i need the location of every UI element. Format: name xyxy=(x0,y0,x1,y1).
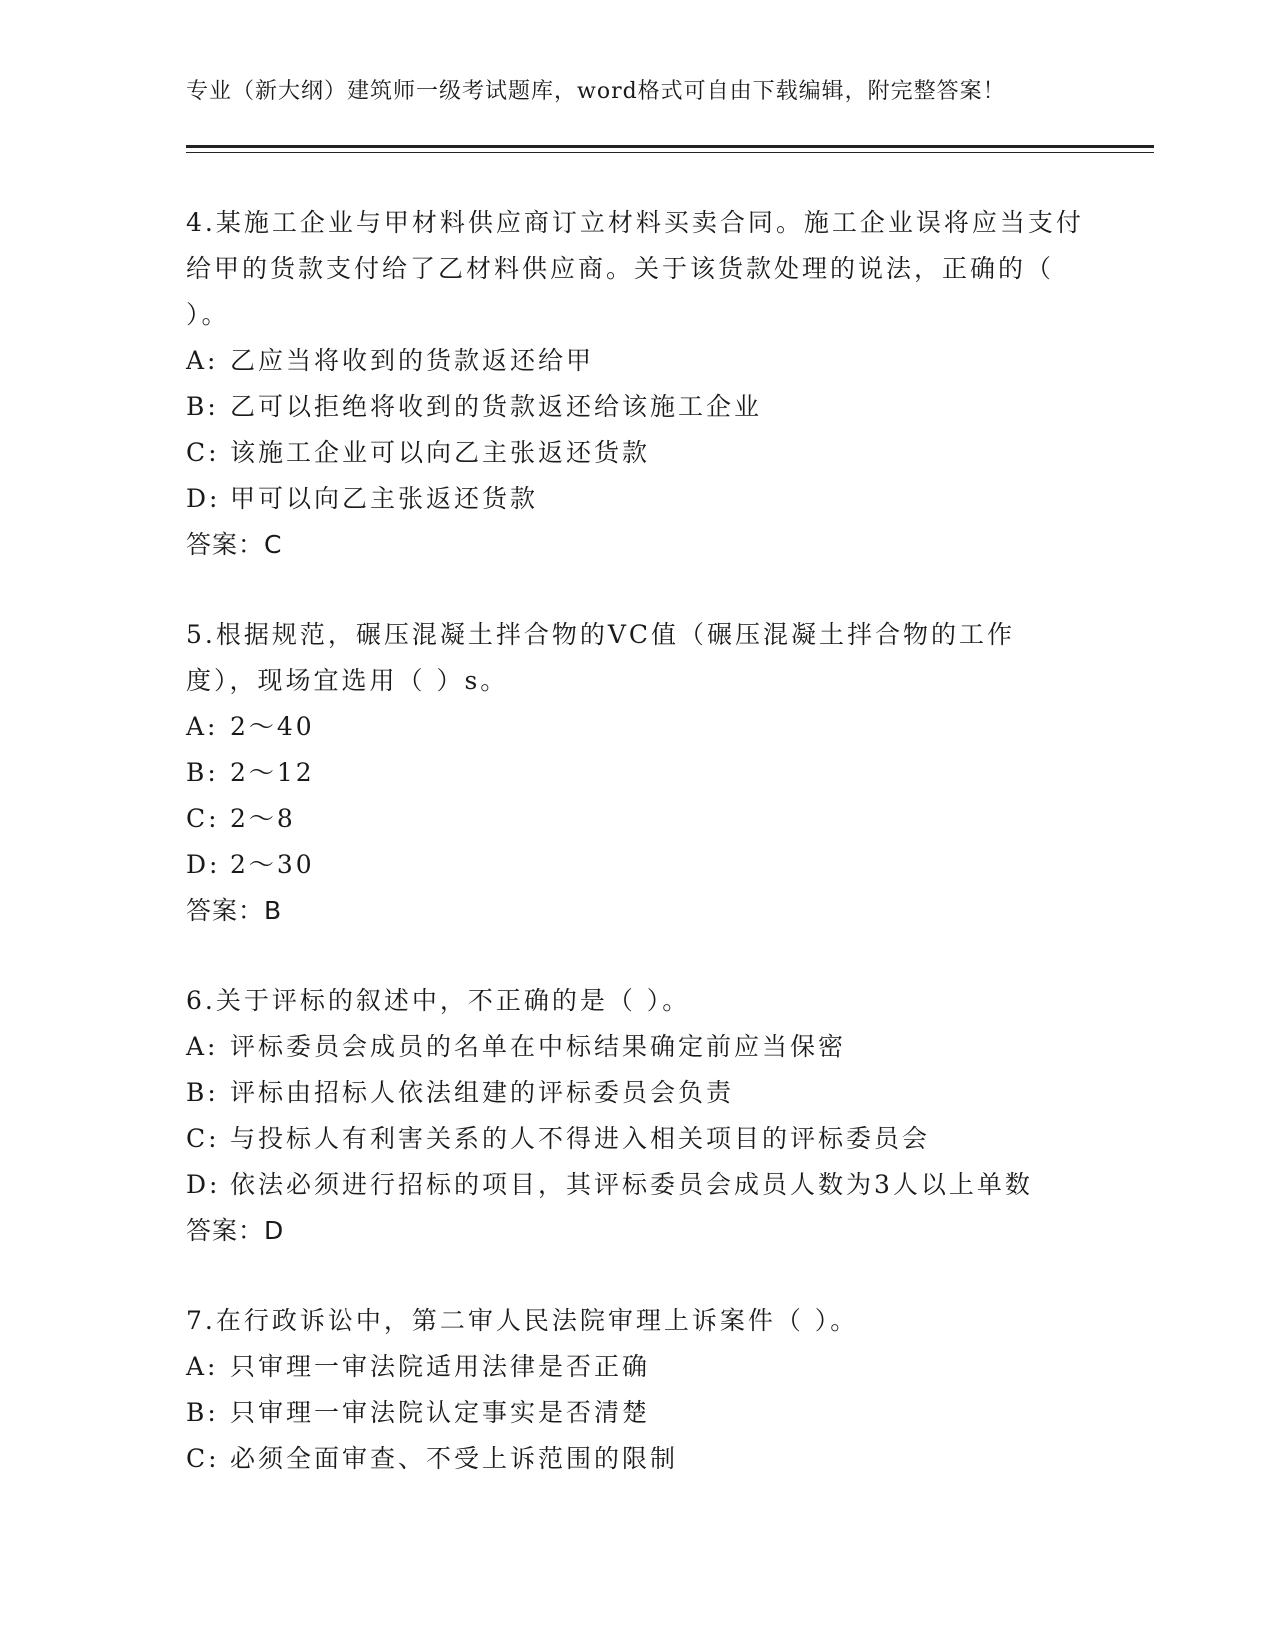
option-text: 必须全面审查、不受上诉范围的限制 xyxy=(230,1444,679,1473)
option-text: 与投标人有利害关系的人不得进入相关项目的评标委员会 xyxy=(230,1124,931,1153)
option-key: D: xyxy=(186,484,221,513)
option-key: A: xyxy=(186,1032,219,1061)
option-text: 只审理一审法院适用法律是否正确 xyxy=(230,1352,651,1381)
page-header: 专业（新大纲）建筑师一级考试题库，word格式可自由下载编辑，附完整答案！ xyxy=(186,79,1006,104)
option-text: 乙应当将收到的货款返还给甲 xyxy=(230,346,595,375)
question-stem: 7.在行政诉讼中，第二审人民法院审理上诉案件（ ）。 xyxy=(186,1306,859,1335)
question-stem: 6.关于评标的叙述中，不正确的是（ ）。 xyxy=(186,986,691,1015)
option-d xyxy=(186,1162,1086,1208)
option-c xyxy=(186,796,1086,842)
option-b xyxy=(186,1070,1086,1116)
question-6 xyxy=(186,978,1086,1254)
option-key: A: xyxy=(186,1352,219,1381)
option-b xyxy=(186,750,1086,796)
question-list xyxy=(186,200,1086,1526)
option-key: B: xyxy=(186,1078,219,1107)
question-7 xyxy=(186,1298,1086,1482)
option-b xyxy=(186,384,1086,430)
option-text: 乙可以拒绝将收到的货款返还给该施工企业 xyxy=(230,392,763,421)
option-key: C: xyxy=(186,1124,220,1153)
option-key: B: xyxy=(186,392,219,421)
question-stem: 4.某施工企业与甲材料供应商订立材料买卖合同。施工企业误将应当支付给甲的货款支付给了乙材料供应商。关于该货款处理的说法，正确的（ ）。 xyxy=(186,208,1084,329)
question-4 xyxy=(186,200,1086,568)
question-5 xyxy=(186,612,1086,934)
option-d xyxy=(186,476,1086,522)
option-b xyxy=(186,1390,1086,1436)
option-text: 2～12 xyxy=(230,758,315,787)
option-text: 2～8 xyxy=(230,804,296,833)
option-c xyxy=(186,430,1086,476)
option-a xyxy=(186,704,1086,750)
option-text: 该施工企业可以向乙主张返还货款 xyxy=(230,438,651,467)
option-text: 2～30 xyxy=(230,850,315,879)
option-key: B: xyxy=(186,758,219,787)
header-rule-thin xyxy=(186,152,1154,153)
option-text: 只审理一审法院认定事实是否清楚 xyxy=(230,1398,651,1427)
option-key: C: xyxy=(186,804,220,833)
option-text: 评标委员会成员的名单在中标结果确定前应当保密 xyxy=(230,1032,847,1061)
option-key: A: xyxy=(186,712,219,741)
option-a xyxy=(186,1024,1086,1070)
option-key: D: xyxy=(186,850,221,879)
option-key: C: xyxy=(186,438,220,467)
option-a xyxy=(186,1344,1086,1390)
question-stem: 5.根据规范，碾压混凝土拌合物的VC值（碾压混凝土拌合物的工作度），现场宜选用（ ）s。 xyxy=(186,620,1016,695)
option-text: 2～40 xyxy=(230,712,315,741)
option-text: 依法必须进行招标的项目，其评标委员会成员人数为3人以上单数 xyxy=(230,1170,1033,1199)
option-key: D: xyxy=(186,1170,221,1199)
option-key: B: xyxy=(186,1398,219,1427)
answer-line: 答案：C xyxy=(186,530,283,559)
answer-line: 答案：D xyxy=(186,1216,285,1245)
answer-line: 答案：B xyxy=(186,896,283,925)
option-c xyxy=(186,1116,1086,1162)
option-text: 评标由招标人依法组建的评标委员会负责 xyxy=(230,1078,735,1107)
option-c xyxy=(186,1436,1086,1482)
option-a xyxy=(186,338,1086,384)
header-rule-thick xyxy=(186,145,1154,148)
option-d xyxy=(186,842,1086,888)
option-text: 甲可以向乙主张返还货款 xyxy=(230,484,539,513)
option-key: C: xyxy=(186,1444,220,1473)
option-key: A: xyxy=(186,346,219,375)
